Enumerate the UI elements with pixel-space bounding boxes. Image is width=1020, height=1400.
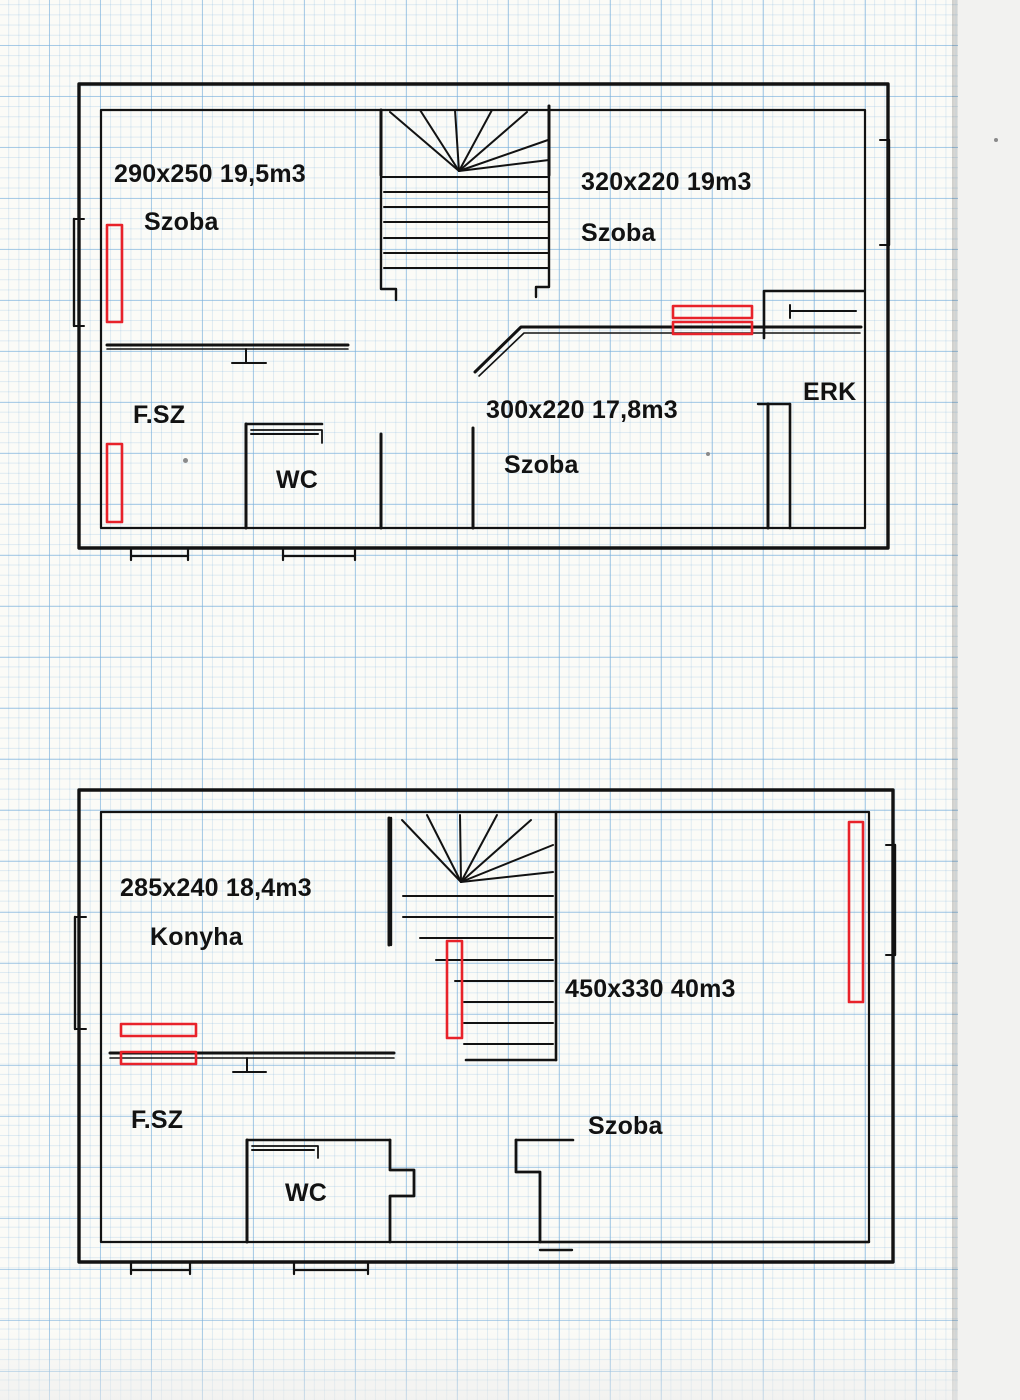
label-living-name: Szoba [588, 1112, 663, 1140]
label-kitchen-dimensions: 285x240 18,4m3 [120, 874, 312, 902]
scan-speck [706, 452, 710, 456]
label-room1-name: Szoba [144, 208, 219, 236]
label-room2-name: Szoba [581, 219, 656, 247]
label-room1-dimensions: 290x250 19,5m3 [114, 160, 306, 188]
label-ground-wc: WC [285, 1179, 328, 1207]
scan-speck [183, 458, 188, 463]
label-upper-wc: WC [276, 466, 319, 494]
label-upper-hall: F.SZ [133, 401, 186, 429]
scanner-background [958, 0, 1020, 1400]
label-balcony: ERK [803, 378, 857, 406]
label-living-dimensions: 450x330 40m3 [565, 975, 736, 1003]
scan-speck [994, 138, 998, 142]
label-room3-dimensions: 300x220 17,8m3 [486, 396, 678, 424]
label-room2-dimensions: 320x220 19m3 [581, 168, 752, 196]
label-ground-hall: F.SZ [131, 1106, 184, 1134]
label-kitchen-name: Konyha [150, 923, 243, 951]
label-room3-name: Szoba [504, 451, 579, 479]
